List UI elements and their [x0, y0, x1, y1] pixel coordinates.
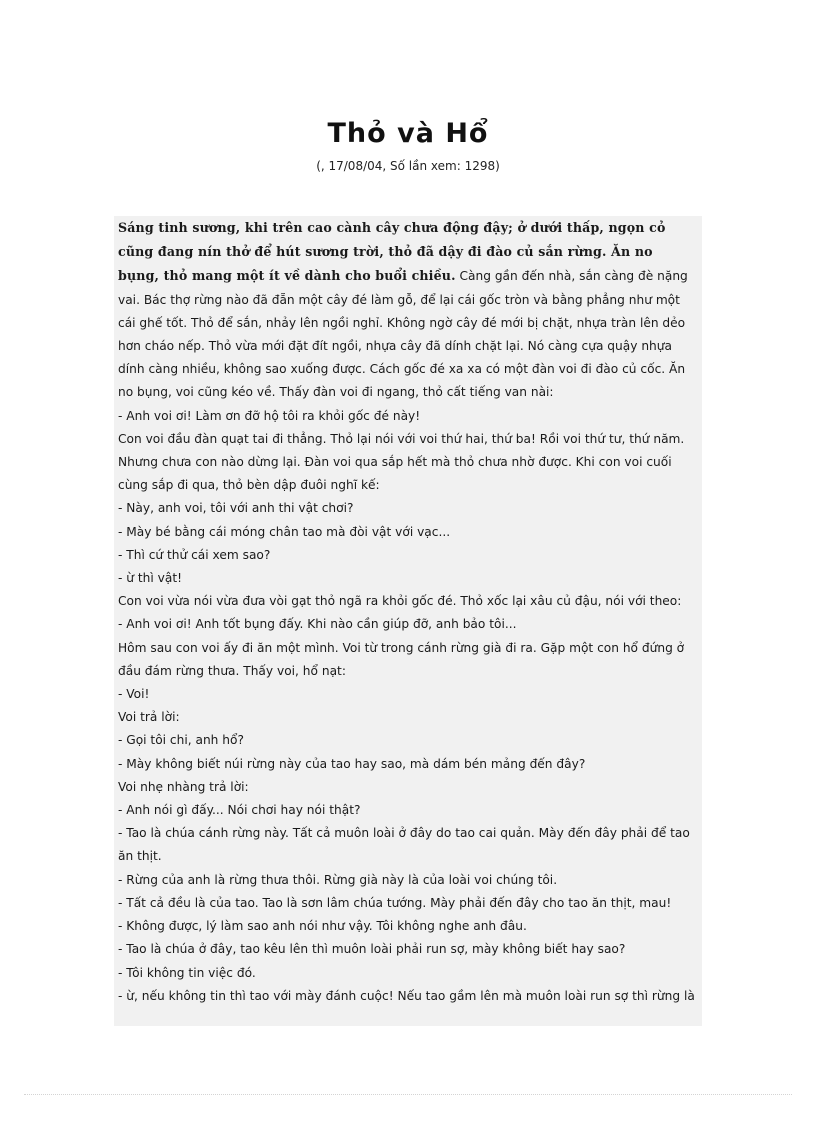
story-paragraph: - Không được, lý làm sao anh nói như vậy. Tôi không nghe anh đâu. — [118, 919, 527, 934]
story-paragraph: - Voi! — [118, 687, 150, 702]
story-paragraph: Voi nhẹ nhàng trả lời: — [118, 779, 249, 794]
story-lead: Sáng tinh sương, khi trên cao cành cây chưa động đậy; ở dưới thấp, ngọn cỏ cũng đang nín thở để hút sương trời, thỏ đã dậy đi đào củ sắn rừng. Ăn no bụng, thỏ mang một ít về dành cho buổi chiều. — [118, 220, 666, 284]
page-bottom-divider — [24, 1094, 792, 1095]
story-paragraph: - Mày không biết núi rừng này của tao hay sao, mà dám bén mảng đến đây? — [118, 756, 586, 771]
story-paragraph: - Tao là chúa ở đây, tao kêu lên thì muôn loài phải run sợ, mày không biết hay sao? — [118, 942, 626, 957]
story-paragraph: - Anh voi ơi! Làm ơn đỡ hộ tôi ra khỏi gốc đé này! — [118, 408, 421, 423]
story-paragraph: - Tôi không tin việc đó. — [118, 965, 256, 980]
story-paragraph: Con voi đầu đàn quạt tai đi thẳng. Thỏ lại nói với voi thứ hai, thứ ba! Rồi voi thứ tư, thứ năm. Nhưng chưa con nào dừng lại. Đàn voi qua sắp hết mà thỏ chưa nhờ được. Khi con voi cuối cùng sắp đi qua, thỏ bèn dập đuôi nghĩ kế: — [118, 431, 685, 493]
page-title: Thỏ và Hổ — [327, 118, 489, 149]
story-paragraph: Con voi vừa nói vừa đưa vòi gạt thỏ ngã ra khỏi gốc đé. Thỏ xốc lại xâu củ đậu, nói với theo: — [118, 594, 682, 609]
story-paragraph: Voi trả lời: — [118, 710, 180, 725]
story-paragraph: - Thì cứ thử cái xem sao? — [118, 547, 271, 562]
story-body — [114, 216, 702, 1026]
story-paragraph: - ừ, nếu không tin thì tao với mày đánh cuộc! Nếu tao gầm lên mà muôn loài run sợ thì rừng là — [118, 988, 695, 1003]
story-opening-paragraph — [118, 216, 698, 405]
story-intro: Càng gần đến nhà, sắn càng đè nặng vai. Bác thợ rừng nào đã đẵn một cây đé làm gỗ, để lại cái gốc tròn và bằng phẳng như một cái ghế tốt. Thỏ để sắn, nhảy lên ngồi nghỉ. Không ngờ cây đé mới bị chặt, nhựa tràn lên dẻo hơn cháo nếp. Thỏ vừa mới đặt đít ngồi, nhựa cây đã dính chặt lại. Nó càng cựa quậy nhựa dính càng nhiều, không sao xuống được. Cách gốc đé xa xa có một đàn voi đi đào củ cốc. Ăn no bụng, voi cũng kéo về. Thấy đàn voi đi ngang, thỏ cất tiếng van nài: — [118, 269, 688, 400]
story-paragraph: - Anh voi ơi! Anh tốt bụng đấy. Khi nào cần giúp đỡ, anh bảo tôi... — [118, 617, 517, 632]
story-paragraph: - Gọi tôi chi, anh hổ? — [118, 733, 244, 748]
story-paragraph: - Anh nói gì đấy... Nói chơi hay nói thật? — [118, 803, 361, 818]
story-paragraph: Hôm sau con voi ấy đi ăn một mình. Voi từ trong cánh rừng già đi ra. Gặp một con hổ đứng ở đầu đám rừng thưa. Thấy voi, hổ nạt: — [118, 640, 685, 678]
story-paragraph: - Này, anh voi, tôi với anh thi vật chơi? — [118, 501, 354, 516]
story-paragraph: - Rừng của anh là rừng thưa thôi. Rừng già này là của loài voi chúng tôi. — [118, 872, 558, 887]
story-paragraph: - Mày bé bằng cái móng chân tao mà đòi vật với vạc... — [118, 524, 451, 539]
article-meta: (, 17/08/04, Số lần xem: 1298) — [316, 159, 500, 173]
story-paragraph: - Tao là chúa cánh rừng này. Tất cả muôn loài ở đây do tao cai quản. Mày đến đây phải để tao ăn thịt. — [118, 826, 690, 864]
story-paragraph: - ừ thì vật! — [118, 571, 182, 586]
story-paragraph: - Tất cả đều là của tao. Tao là sơn lâm chúa tướng. Mày phải đến đây cho tao ăn thịt, mau! — [118, 895, 672, 910]
